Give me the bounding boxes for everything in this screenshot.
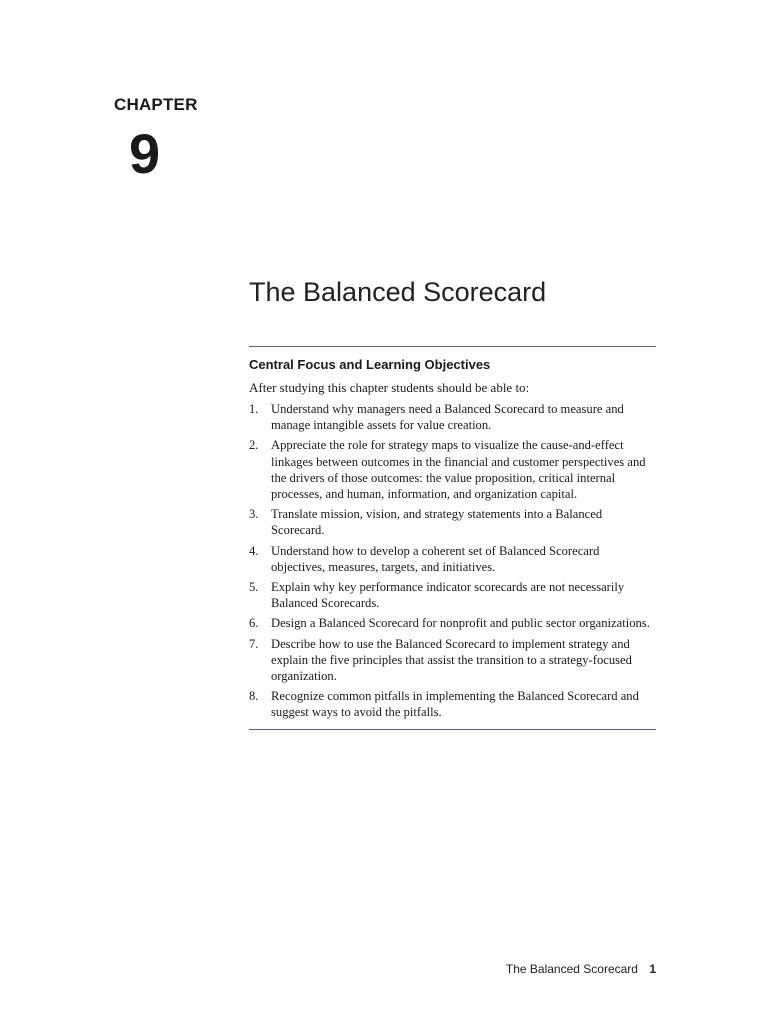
objectives-intro: After studying this chapter students should be able to: <box>249 380 530 395</box>
objective-number: 1. <box>249 402 259 416</box>
objective-number: 3. <box>249 507 259 522</box>
objective-text: Recognize common pitfalls in implementing the Balanced Scorecard and suggest ways to avoid the pitfalls. <box>271 689 639 720</box>
objective-item <box>249 688 656 720</box>
objective-item <box>249 615 656 631</box>
objective-item <box>249 401 656 433</box>
chapter-number: 9 <box>129 122 161 185</box>
objective-text: Understand how to develop a coherent set of Balanced Scorecard objectives, measures, targets, and initiatives. <box>271 543 600 574</box>
chapter-label: CHAPTER <box>114 95 198 114</box>
objective-item <box>249 636 656 685</box>
objective-text: Appreciate the role for strategy maps to visualize the cause-and-effect linkages between outcomes in the financial and customer perspectives and the drivers of those outcomes: the value proposition, critical internal processes, and human, information, and organization capital. <box>271 438 646 502</box>
chapter-title: The Balanced Scorecard <box>249 277 547 307</box>
objective-item <box>249 579 656 611</box>
objective-number: 5. <box>249 580 259 595</box>
objective-text: Understand why managers need a Balanced Scorecard to measure and manage intangible assets for value creation. <box>271 402 624 433</box>
objective-number: 6. <box>249 616 259 631</box>
page-number: 1 <box>649 962 656 976</box>
objective-text: Describe how to use the Balanced Scorecard to implement strategy and explain the five principles that assist the transition to a strategy-focused organization. <box>271 636 632 684</box>
objectives-list <box>249 401 656 721</box>
learning-objectives-section <box>249 346 656 730</box>
objective-item <box>249 506 656 538</box>
objective-text: Explain why key performance indicator scorecards are not necessarily Balanced Scorecards. <box>271 580 625 611</box>
objective-text: Design a Balanced Scorecard for nonprofit and public sector organizations. <box>271 616 650 631</box>
objective-item <box>249 437 656 502</box>
objective-number: 8. <box>249 689 259 704</box>
page-footer <box>506 962 656 976</box>
objective-number: 2. <box>249 438 259 453</box>
objective-text: Translate mission, vision, and strategy statements into a Balanced Scorecard. <box>271 507 603 538</box>
footer-title: The Balanced Scorecard <box>505 962 638 976</box>
objective-number: 4. <box>249 543 259 558</box>
objective-number: 7. <box>249 636 259 651</box>
objective-item <box>249 543 656 575</box>
objectives-heading: Central Focus and Learning Objectives <box>249 357 491 372</box>
